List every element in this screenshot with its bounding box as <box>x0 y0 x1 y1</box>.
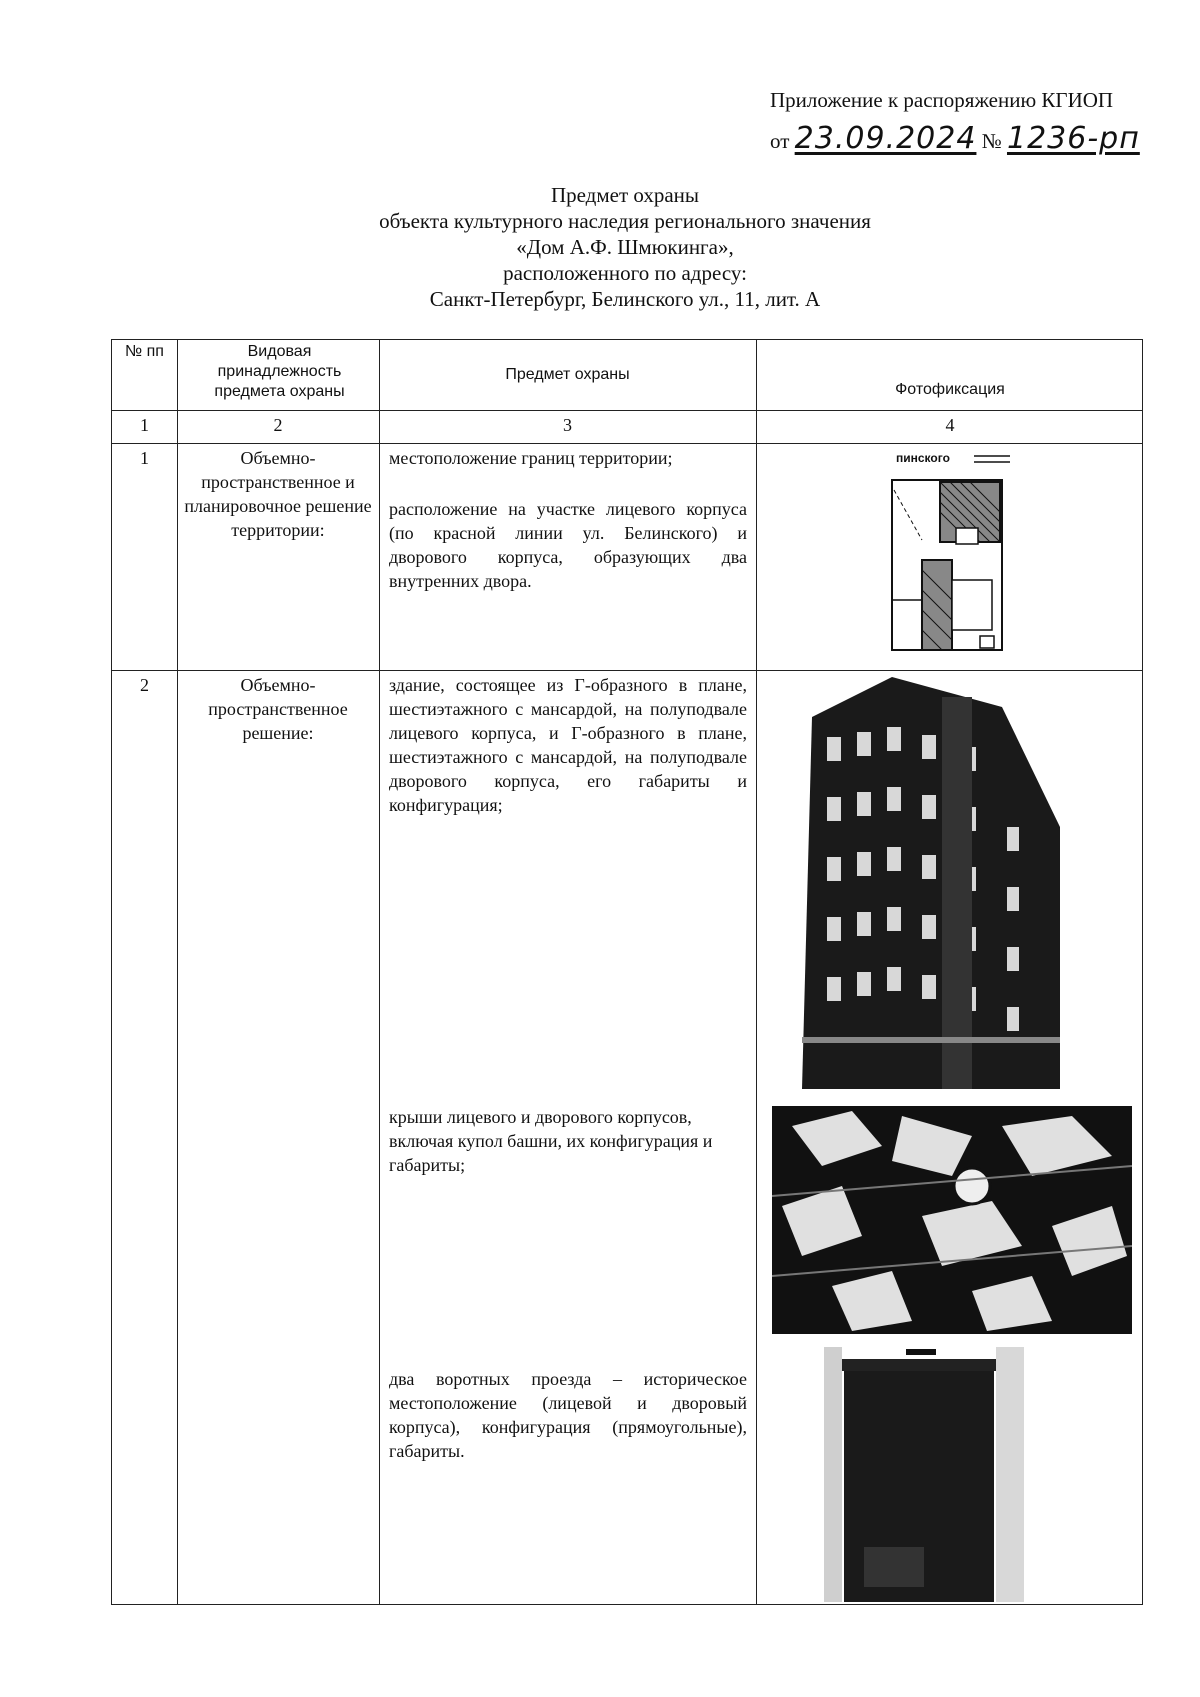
appendix-date-number <box>770 121 1160 156</box>
building-facade-photo <box>802 677 1060 1089</box>
row-2-item-2: крыши лицевого и дворового корпусов, включая купол башни, их конфигурация и габариты; <box>389 1107 713 1175</box>
col-number-2: 2 <box>273 415 283 435</box>
row-2-item-1: здание, состоящее из Г-образного в плане, шестиэтажного с мансардой, на полуподвале лицевого корпуса, и Г-образного в плане, шестиэтажного с мансардой, на полуподвале дворового корпуса, его габариты и конфигурация; <box>389 675 747 815</box>
title-line-5: Санкт-Петербург, Белинского ул., 11, лит. А <box>429 287 821 311</box>
from-prefix: от <box>770 129 790 153</box>
row-1-number: 1 <box>140 448 149 468</box>
row-1-item-2: расположение на участке лицевого корпуса (по красной линии ул. Белинского) и дворового корпуса, образующих два внутренних двора. <box>389 499 747 591</box>
title-line-4: расположенного по адресу: <box>503 261 747 285</box>
row-divider <box>112 443 1142 444</box>
header-photo: Фотофиксация <box>895 381 1005 398</box>
handwritten-number: 1236-рп <box>1006 121 1140 156</box>
row-2-item-3: два воротных проезда – историческое местоположение (лицевой и дворовый корпуса), конфигурация (прямоугольные), габариты. <box>389 1369 747 1461</box>
number-sign: № <box>981 129 1002 153</box>
header-subject: Предмет охраны <box>505 366 630 383</box>
row-1-item-1: местоположение границ территории; <box>389 448 673 468</box>
row-1-type: Объемно-пространственное и планировочное решение территории: <box>184 448 372 540</box>
row-2-type: Объемно-пространственное решение: <box>208 675 348 743</box>
appendix-reference <box>770 88 1160 156</box>
gateway-photo <box>824 1347 1024 1602</box>
row-2-number: 2 <box>140 675 149 695</box>
title-line-3: «Дом А.Ф. Шмюкинга», <box>516 235 734 259</box>
handwritten-date: 23.09.2024 <box>794 121 977 156</box>
appendix-title: Приложение к распоряжению КГИОП <box>770 88 1114 112</box>
col-number-3: 3 <box>563 415 572 435</box>
col-number-1: 1 <box>140 415 149 435</box>
col-divider <box>379 340 380 1604</box>
title-line-1: Предмет охраны <box>550 183 700 207</box>
roofs-aerial-photo <box>772 1106 1132 1334</box>
row-divider <box>112 670 1142 671</box>
col-divider <box>177 340 178 1604</box>
header-num: № пп <box>125 343 164 360</box>
col-number-4: 4 <box>945 415 955 435</box>
title-line-2: объекта культурного наследия регионального значения <box>379 209 871 233</box>
map-street-label: пинского <box>896 451 950 465</box>
site-plan-map <box>882 450 1022 660</box>
col-divider <box>756 340 757 1604</box>
row-divider <box>112 410 1142 411</box>
protection-subject-table <box>111 339 1143 1605</box>
header-type: Видовая принадлежность предмета охраны <box>214 343 345 400</box>
document-title <box>330 182 920 312</box>
